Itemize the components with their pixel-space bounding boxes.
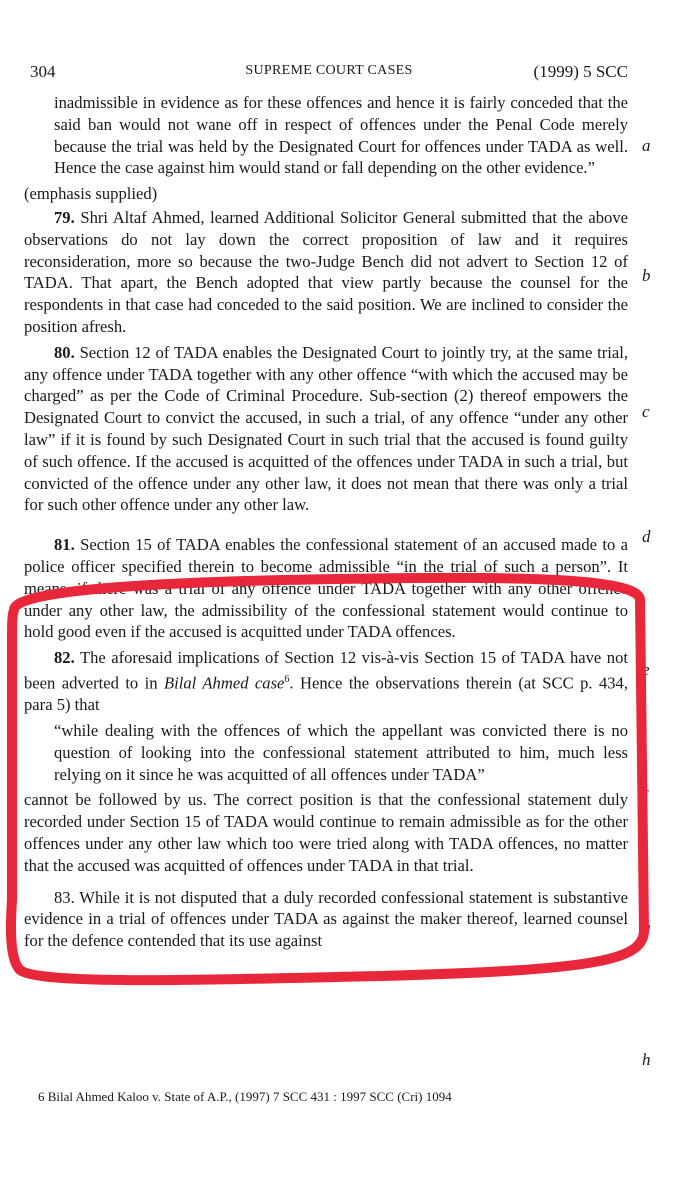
- paragraph-text: Section 15 of TADA enables the confessional statement of an accused made to a police officer specified therein to become admissible “in the trial of such a person”. It means, if there was a trial of any offence under TADA together with any other offence under any other law, the admissibility of the confessional statement would continue to hold good even if the accused is acquitted under TADA offences.: [24, 535, 628, 642]
- paragraph-text: Section 12 of TADA enables the Designated Court to jointly try, at the same trial, any offence under TADA together with any other offence “with which the accused may be charged” as per the Code of Criminal Procedure. Sub-section (2) thereof empowers the Designated Court to convict the accused, in such a trial, of any offence “under any other law” if it is found by such Designated Court in such trial that the accused is found guilty of such offence. If the accused is acquitted of the offences under TADA in such a trial, but convicted of the offence under any other law, it does not mean that there was only a trial for such other offence under any other law.: [24, 342, 628, 515]
- footnote: 6 Bilal Ahmed Kaloo v. State of A.P., (1997) 7 SCC 431 : 1997 SCC (Cri) 1094: [38, 1089, 452, 1104]
- highlight-stroke: [11, 578, 644, 980]
- margin-letter-a: a: [642, 136, 651, 155]
- margin-letter-g: g: [642, 918, 651, 937]
- page-number: 304: [30, 62, 56, 81]
- paragraph-number: 82.: [54, 648, 75, 668]
- margin-letter-b: b: [642, 266, 651, 285]
- paragraph-number: 81.: [54, 535, 75, 555]
- quoted-observation: “while dealing with the offences of which the appellant was convicted there is no question of looking into the confessional statement attributed to him, much less relying on it since he was acquitted of all offences under TADA”: [54, 721, 628, 784]
- margin-letter-e: e: [642, 660, 650, 679]
- margin-letter-f: f: [642, 787, 647, 806]
- case-name: Bilal Ahmed case: [164, 673, 285, 693]
- margin-letter-d: d: [642, 527, 651, 546]
- paragraph-text: Shri Altaf Ahmed, learned Additional Solicitor General submitted that the above observations do not lay down the correct proposition of law and it requires reconsideration, more so because the two-Judge Bench did not advert to Section 12 of TADA. That apart, the Bench adopted that view partly because the counsel for the respondents in that case had conceded to the said position. We are inclined to consider the position afresh.: [24, 207, 629, 336]
- paragraph-83: 83. While it is not disputed that a duly recorded confessional statement is substantive evidence in a trial of offences under TADA as against the maker thereof, learned counsel for the defence contended that its use against: [24, 887, 628, 951]
- footnote-reference: 6: [284, 673, 290, 685]
- margin-letter-c: c: [642, 402, 650, 421]
- quote-continuation: inadmissible in evidence as for these offences and hence it is fairly conceded that the said ban would not wane off in respect of offences under the Penal Code merely because the trial was held by the Designated Court for offences under TADA as well. Hence the case against him would stand or fall depending on the other evidence.”: [54, 93, 628, 178]
- reporter-title: SUPREME COURT CASES: [245, 63, 413, 78]
- paragraph-text-after: . Hence the observations therein (at SCC p. 434, para 5) that: [24, 673, 628, 715]
- paragraph-number: 79.: [54, 207, 75, 227]
- paragraph-number: 80.: [54, 342, 75, 362]
- emphasis-note: (emphasis supplied): [24, 184, 158, 204]
- margin-letter-h: h: [642, 1050, 651, 1069]
- paragraph-82-continuation: cannot be followed by us. The correct position is that the confessional statement duly recorded under Section 15 of TADA would continue to remain admissible as for the other offences under any other law which too were tried along with TADA offences, no matter that the accused was acquitted of offences under TADA in that trial.: [24, 790, 628, 875]
- volume-citation: (1999) 5 SCC: [533, 62, 628, 81]
- paragraph-text: The aforesaid implications of Section 12 vis-à-vis Section 15 of TADA have not been adverted to in: [24, 648, 628, 693]
